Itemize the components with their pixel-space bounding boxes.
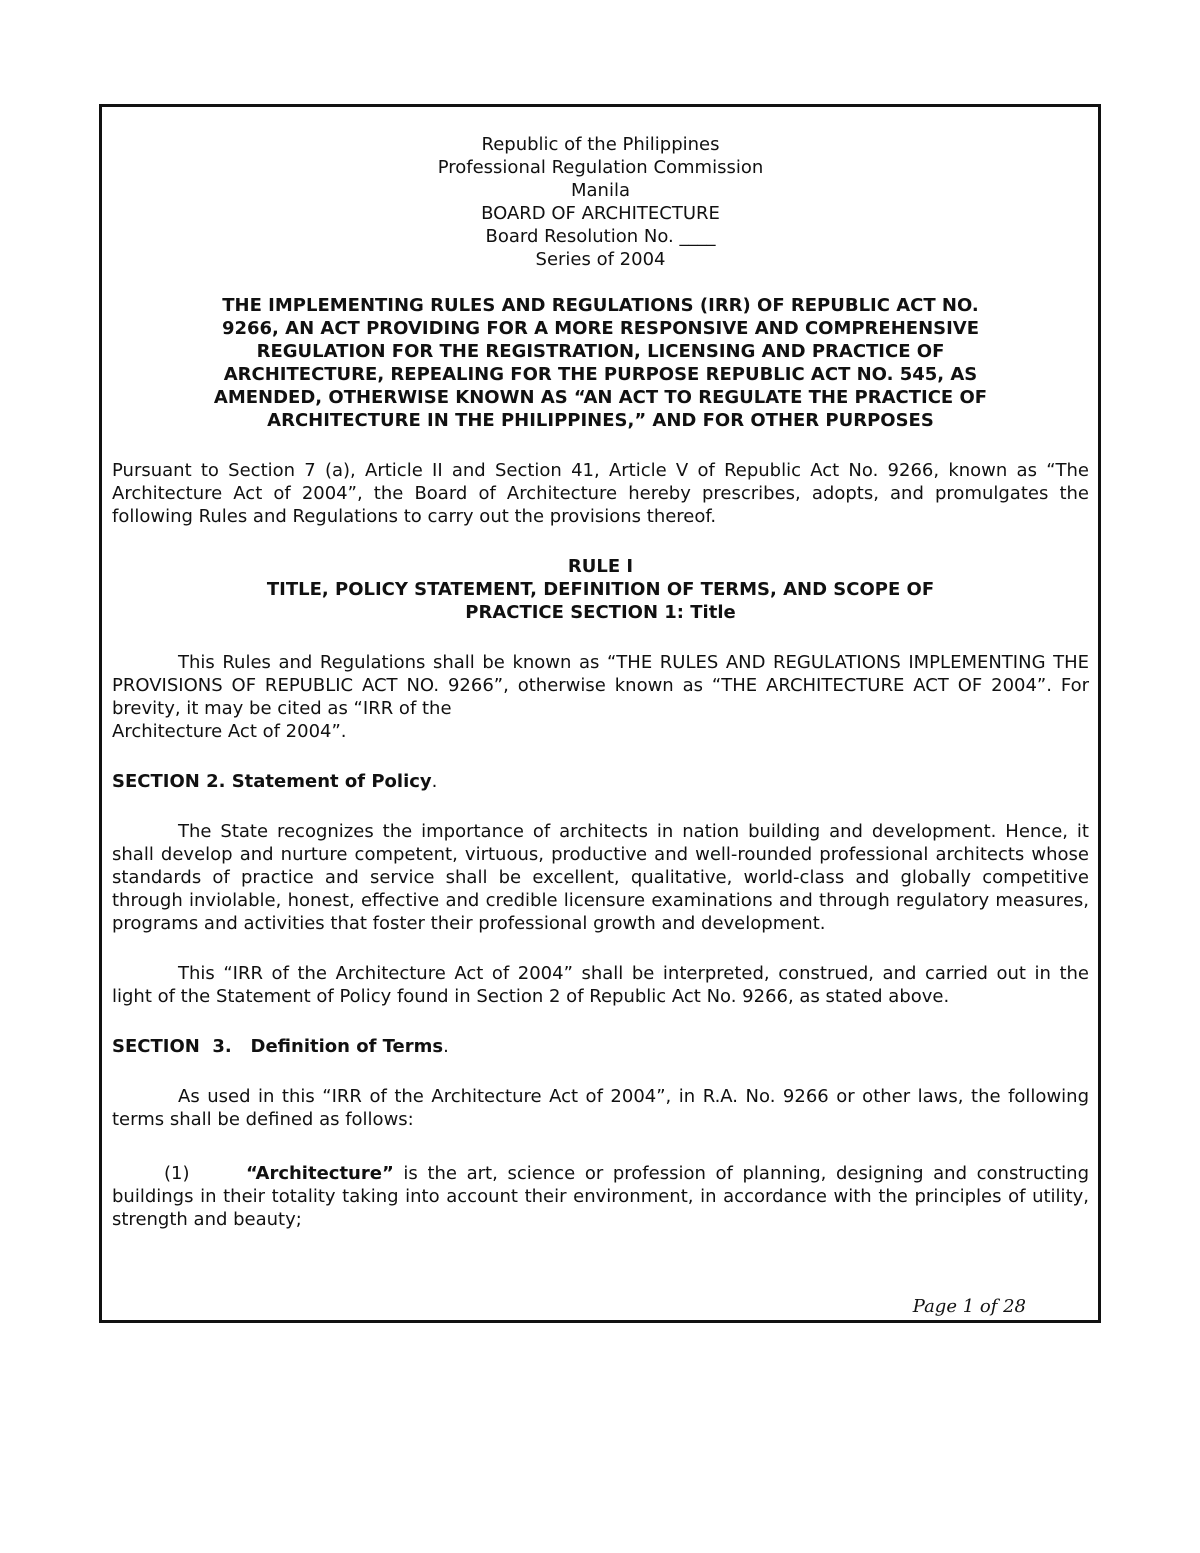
section2-paragraph-2: This “IRR of the Architecture Act of 2004” shall be interpreted, construed, and carried out in the light of the Statement of Policy found in Section 2 of Republic Act No. 9266, as stated above. bbox=[112, 963, 1089, 1007]
page-border bbox=[99, 104, 1101, 1323]
definition-number: (1) bbox=[164, 1163, 190, 1184]
spacer bbox=[112, 528, 1089, 555]
section2-heading-text: SECTION 2. Statement of Policy bbox=[112, 771, 432, 792]
title-line: ARCHITECTURE, REPEALING FOR THE PURPOSE REPUBLIC ACT NO. 545, AS bbox=[223, 364, 978, 385]
spacer bbox=[112, 793, 1089, 820]
page-number: Page 1 of 28 bbox=[912, 1296, 1026, 1317]
spacer bbox=[112, 1131, 1089, 1162]
header-republic: Republic of the Philippines bbox=[481, 134, 720, 155]
section3-heading-period: . bbox=[443, 1036, 449, 1057]
section1-paragraph: This Rules and Regulations shall be known as “THE RULES AND REGULATIONS IMPLEMENTING THE PROVISIONS OF REPUBLIC ACT NO. 9266”, otherwise known as “THE ARCHITECTURE ACT OF 2004”. For brevity, it may be cited as “IRR of the bbox=[112, 652, 1089, 719]
header-resolution: Board Resolution No. ____ bbox=[485, 226, 716, 247]
definition-item bbox=[112, 1162, 1089, 1231]
section1-heading: PRACTICE SECTION 1: Title bbox=[465, 602, 736, 623]
section1-paragraph-end: Architecture Act of 2004”. bbox=[112, 721, 347, 742]
rule-heading: TITLE, POLICY STATEMENT, DEFINITION OF TERMS, AND SCOPE OF bbox=[266, 579, 935, 600]
spacer bbox=[112, 743, 1089, 770]
letterhead bbox=[112, 133, 1089, 271]
header-commission: Professional Regulation Commission bbox=[437, 157, 764, 178]
document-title bbox=[112, 294, 1089, 432]
header-series: Series of 2004 bbox=[535, 249, 666, 270]
spacer bbox=[112, 624, 1089, 651]
title-line: AMENDED, OTHERWISE KNOWN AS “AN ACT TO REGULATE THE PRACTICE OF bbox=[213, 387, 988, 408]
definition-text: is the art, science or profession of planning, designing and constructing buildings in their totality taking into account their environment, in accordance with the principles of utility, strength and beauty; bbox=[112, 1163, 1089, 1230]
title-line: REGULATION FOR THE REGISTRATION, LICENSING AND PRACTICE OF bbox=[256, 341, 945, 362]
section3-heading bbox=[112, 1035, 1089, 1058]
rule-label: RULE I bbox=[567, 556, 634, 577]
spacer bbox=[112, 935, 1089, 962]
spacer bbox=[112, 432, 1089, 459]
document-body bbox=[112, 133, 1089, 1231]
section2-heading-period: . bbox=[431, 771, 438, 792]
title-line: 9266, AN ACT PROVIDING FOR A MORE RESPONSIVE AND COMPREHENSIVE bbox=[221, 318, 980, 339]
spacer bbox=[112, 1058, 1089, 1085]
section3-heading-text: SECTION 3. Definition of Terms bbox=[112, 1036, 444, 1057]
section2-heading bbox=[112, 770, 1089, 793]
preamble-paragraph: Pursuant to Section 7 (a), Article II and Section 41, Article V of Republic Act No. 9266, known as “The Architecture Act of 2004”, the Board of Architecture hereby prescribes, adopts, and promulgates the following Rules and Regulations to carry out the provisions thereof. bbox=[112, 460, 1089, 527]
section2-paragraph-1: The State recognizes the importance of architects in nation building and development. Hence, it shall develop and nurture competent, virtuous, productive and well-rounded professional architects whose standards of practice and service shall be excellent, qualitative, world-class and globally competitive through inviolable, honest, effective and credible licensure examinations and through regulatory measures, programs and activities that foster their professional growth and development. bbox=[112, 821, 1089, 934]
header-board: BOARD OF ARCHITECTURE bbox=[481, 203, 720, 224]
definition-term: “Architecture” bbox=[246, 1163, 394, 1184]
spacer bbox=[112, 1008, 1089, 1035]
title-line: THE IMPLEMENTING RULES AND REGULATIONS (IRR) OF REPUBLIC ACT NO. bbox=[222, 295, 979, 316]
header-city: Manila bbox=[570, 180, 630, 201]
section3-paragraph: As used in this “IRR of the Architecture Act of 2004”, in R.A. No. 9266 or other laws, the following terms shall be defined as follows: bbox=[112, 1086, 1089, 1130]
title-line: ARCHITECTURE IN THE PHILIPPINES,” AND FOR OTHER PURPOSES bbox=[267, 410, 934, 431]
